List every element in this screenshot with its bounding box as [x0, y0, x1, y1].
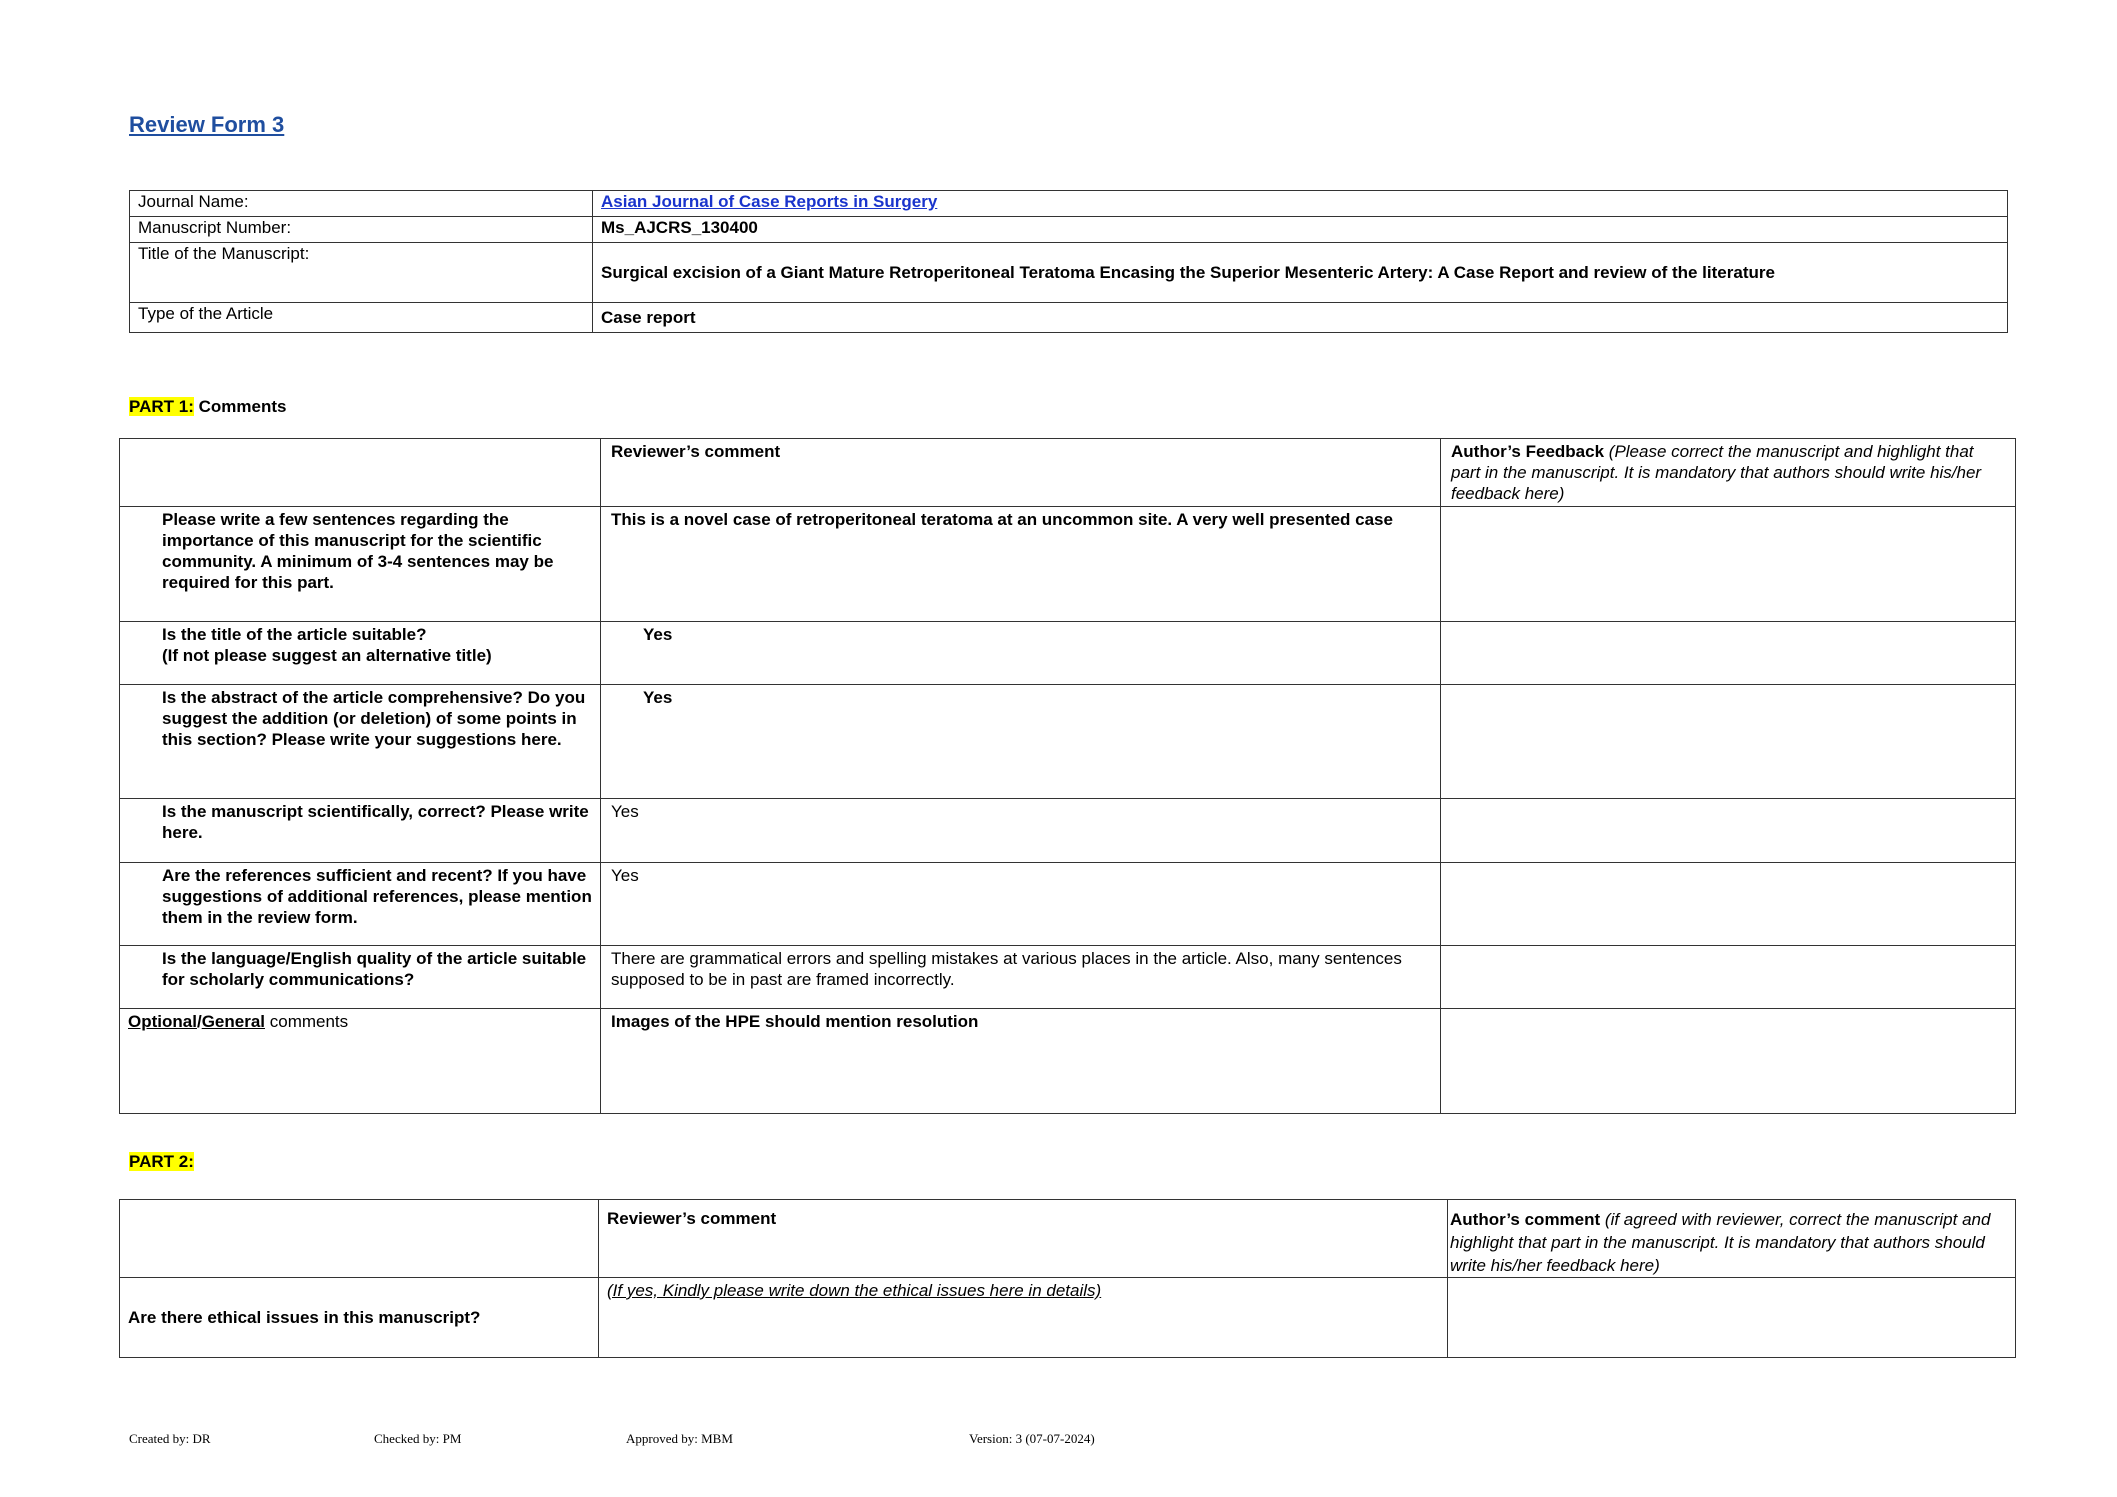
- part2-label: PART 2:: [129, 1152, 194, 1171]
- question-references: Are the references sufficient and recent? If you have suggestions of additional references, please mention them in the review form.: [120, 863, 601, 946]
- optional-word: Optional: [128, 1012, 197, 1031]
- manuscript-info-table: [129, 190, 2008, 333]
- part1-label: PART 1:: [129, 397, 194, 416]
- reviewer-comment-importance: This is a novel case of retroperitoneal teratoma at an uncommon site. A very well presented case: [601, 507, 1441, 622]
- author-feedback-references[interactable]: [1441, 863, 2016, 946]
- author-comment-ethics[interactable]: [1448, 1278, 2016, 1358]
- footer-approved: Approved by: MBM: [626, 1431, 733, 1446]
- question-abstract: Is the abstract of the article comprehensive? Do you suggest the addition (or deletion) of some points in this section? Please write your suggestions here.: [120, 685, 601, 799]
- part1-reviewer-header: Reviewer’s comment: [601, 439, 1441, 507]
- reviewer-comment-title: Yes: [601, 622, 1441, 685]
- general-word: General: [201, 1012, 265, 1031]
- footer-checked: Checked by: PM: [374, 1431, 462, 1446]
- part2-header-blank: [120, 1200, 599, 1278]
- part1-header-blank: [120, 439, 601, 507]
- part2-ethics-table: [119, 1199, 2016, 1358]
- part1-comments-table: [119, 438, 2016, 1114]
- part1-author-header: [1441, 439, 2016, 507]
- comments-word: comments: [269, 1012, 349, 1031]
- footer-created: Created by: DR: [129, 1431, 211, 1446]
- question-scientific: Is the manuscript scientifically, correct? Please write here.: [120, 799, 601, 863]
- part1-author-header-note: (Please correct the manuscript and highlight that part in the manuscript. It is mandatory that authors should write his/her feedback here): [1451, 442, 1982, 503]
- part1-author-header-bold: Author’s Feedback: [1451, 442, 1605, 461]
- reviewer-comment-language: There are grammatical errors and spelling mistakes at various places in the article. Also, many sentences supposed to be in past are framed incorrectly.: [601, 946, 1441, 1009]
- journal-label: Journal Name:: [130, 191, 593, 217]
- part2-author-header: [1448, 1200, 2016, 1278]
- question-language: Is the language/English quality of the article suitable for scholarly communications?: [120, 946, 601, 1009]
- form-title: Review Form 3: [129, 112, 285, 137]
- author-feedback-title[interactable]: [1441, 622, 2016, 685]
- manuscript-title-label: Title of the Manuscript:: [130, 243, 593, 303]
- manuscript-title-value: Surgical excision of a Giant Mature Retroperitoneal Teratoma Encasing the Superior Mesenteric Artery: A Case Report and review of the literature: [593, 243, 2008, 303]
- question-importance: Please write a few sentences regarding the importance of this manuscript for the scientific community. A minimum of 3-4 sentences may be required for this part.: [120, 507, 601, 622]
- part2-author-header-note: (if agreed with reviewer, correct the manuscript and highlight that part in the manuscript. It is mandatory that authors should write his/her feedback here): [1450, 1210, 1991, 1275]
- journal-link[interactable]: Asian Journal of Case Reports in Surgery: [601, 192, 938, 211]
- author-feedback-language[interactable]: [1441, 946, 2016, 1009]
- reviewer-comment-references: Yes: [601, 863, 1441, 946]
- reviewer-comment-optional: Images of the HPE should mention resolution: [601, 1009, 1441, 1114]
- author-feedback-scientific[interactable]: [1441, 799, 2016, 863]
- reviewer-comment-abstract: Yes: [601, 685, 1441, 799]
- question-ethics: Are there ethical issues in this manuscript?: [120, 1278, 599, 1358]
- reviewer-comment-scientific: Yes: [601, 799, 1441, 863]
- part1-suffix: Comments: [198, 397, 287, 416]
- article-type-label: Type of the Article: [130, 303, 593, 333]
- part1-heading: [129, 397, 286, 417]
- optional-comments-label: Optional/General comments: [120, 1009, 601, 1114]
- manuscript-number-value: Ms_AJCRS_130400: [593, 217, 2008, 243]
- part2-heading: [129, 1152, 194, 1172]
- article-type-value: Case report: [593, 303, 2008, 333]
- footer-version: Version: 3 (07-07-2024): [969, 1431, 1095, 1446]
- question-title: Is the title of the article suitable? (If not please suggest an alternative title): [120, 622, 601, 685]
- part2-reviewer-header: Reviewer’s comment: [599, 1200, 1448, 1278]
- author-feedback-optional[interactable]: [1441, 1009, 2016, 1114]
- reviewer-comment-ethics[interactable]: (If yes, Kindly please write down the ethical issues here in details): [599, 1278, 1448, 1358]
- author-feedback-abstract[interactable]: [1441, 685, 2016, 799]
- part2-author-header-bold: Author’s comment: [1450, 1210, 1601, 1229]
- author-feedback-importance[interactable]: [1441, 507, 2016, 622]
- manuscript-number-label: Manuscript Number:: [130, 217, 593, 243]
